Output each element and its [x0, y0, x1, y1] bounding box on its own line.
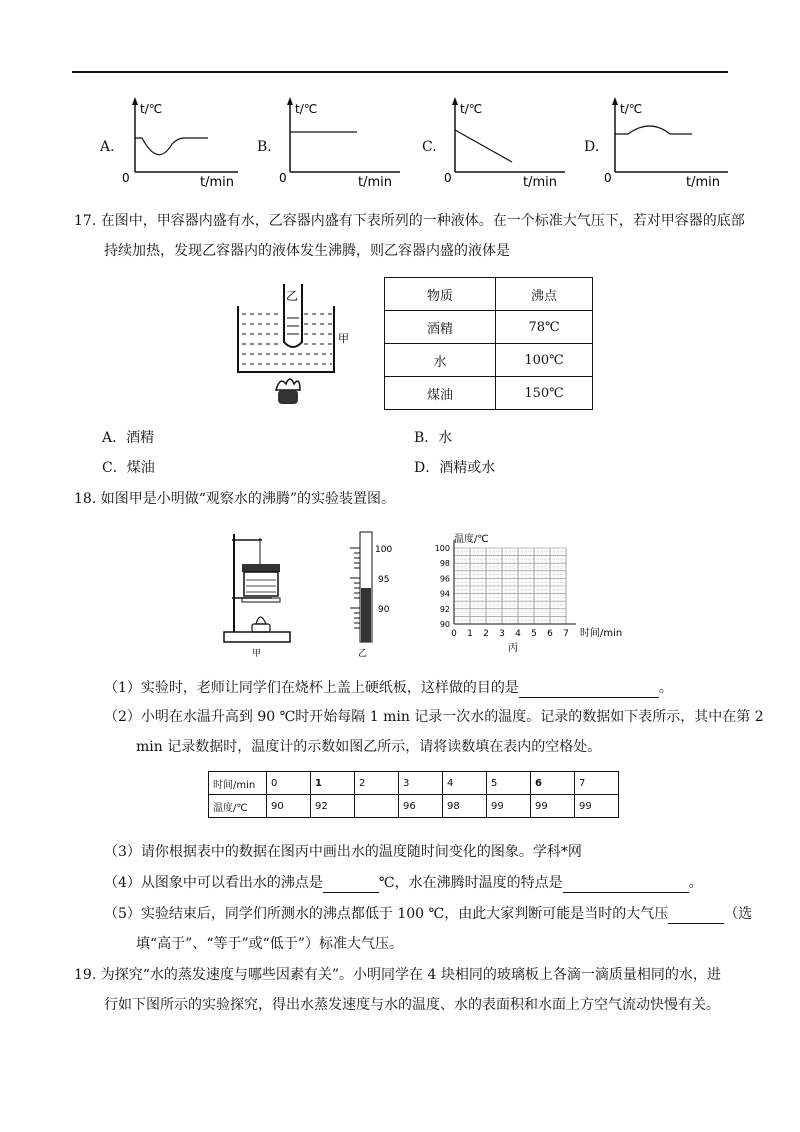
q18-sub2-line2: min 记录数据时，温度计的示数如图乙所示，请将读数填在表内的空格处。: [136, 739, 602, 755]
y-tick-label: 94: [439, 589, 450, 599]
origin-label: 0: [122, 171, 130, 185]
grid-figure: [430, 528, 644, 660]
tick-label: 90: [378, 605, 390, 615]
x-tick-label: 1: [467, 629, 473, 639]
table-cell: 150℃: [496, 377, 593, 410]
q19-line2: 行如下图所示的实验探究，得出水蒸发速度与水的温度、水的表面积和水面上方空气流动快慢有关。: [104, 997, 720, 1013]
table-cell: 99: [531, 795, 575, 818]
option-letter: C.: [422, 139, 437, 155]
y-tick-label: 92: [439, 604, 450, 614]
apparatus-figure: [222, 528, 294, 660]
origin-label: 0: [604, 171, 612, 185]
table-cell: 4: [443, 772, 487, 795]
choice-a: A．酒精: [102, 430, 155, 446]
table-cell: 7: [575, 772, 619, 795]
table-cell: 99: [487, 795, 531, 818]
answer-blank-feature[interactable]: [563, 872, 689, 893]
x-axis-label: t/min: [686, 175, 720, 190]
option-graph-b: [257, 96, 402, 192]
table-row: [209, 772, 619, 795]
q17-stem-line2: 持续加热，发现乙容器内的液体发生沸腾，则乙容器内盛的液体是: [104, 243, 510, 259]
q18-sub3: （3）请你根据表中的数据在图丙中画出水的温度随时间变化的图象。学科*网: [104, 844, 582, 860]
thermometer-figure: [344, 530, 404, 660]
option-graph-c: [422, 96, 567, 192]
y-axis-label: t/℃: [140, 102, 163, 116]
choice-c: C．煤油: [102, 460, 155, 476]
label-yi: 乙: [358, 649, 368, 659]
x-tick-label: 7: [563, 629, 569, 639]
table-cell: 物质: [385, 278, 496, 311]
table-cell: 78℃: [496, 311, 593, 344]
table-cell: 1: [311, 772, 355, 795]
label-bing: 丙: [508, 643, 518, 654]
x-tick-label: 0: [451, 629, 457, 639]
q18-sub5-line2: 填“高于”、“等于”或“低于”）标准大气压。: [136, 936, 403, 952]
x-tick-label: 2: [483, 629, 489, 639]
sub4-text2: ℃，水在沸腾时温度的特点是: [378, 875, 563, 891]
table-cell: 沸点: [496, 278, 593, 311]
y-axis-label: t/℃: [620, 102, 643, 116]
table-cell: 100℃: [496, 344, 593, 377]
table-cell: 0: [267, 772, 311, 795]
option-letter: D.: [584, 139, 600, 155]
label-jia: 甲: [338, 332, 349, 345]
x-tick-label: 6: [547, 629, 553, 639]
boiling-point-table: [384, 277, 593, 410]
q18-sub4: [104, 872, 703, 893]
table-cell: 5: [487, 772, 531, 795]
table-row: [385, 311, 593, 344]
x-axis-label: t/min: [358, 175, 392, 190]
table-cell: 98: [443, 795, 487, 818]
grid-xlabel: 时间/min: [580, 628, 623, 639]
y-tick-label: 90: [439, 620, 450, 629]
option-letter: B.: [257, 139, 272, 155]
temperature-data-table: [208, 771, 619, 818]
table-cell: 90: [267, 795, 311, 818]
answer-cell[interactable]: [355, 795, 399, 818]
table-cell: 2: [355, 772, 399, 795]
y-axis-label: t/℃: [460, 102, 483, 116]
table-row: [385, 377, 593, 410]
sub5-text2: （选: [724, 906, 753, 922]
top-rule: [72, 71, 728, 73]
answer-blank-pressure[interactable]: [668, 903, 724, 924]
beaker-figure: [234, 280, 364, 410]
x-tick-label: 4: [515, 629, 521, 639]
table-cell: 酒精: [385, 311, 496, 344]
origin-label: 0: [279, 171, 287, 185]
y-tick-label: 100: [434, 544, 450, 553]
table-row: [209, 795, 619, 818]
sub1-text: （1）实验时，老师让同学们在烧杯上盖上硬纸板，这样做的目的是: [104, 680, 519, 696]
origin-label: 0: [444, 171, 452, 185]
y-tick-label: 98: [439, 559, 450, 569]
apparatus-svg: [222, 528, 294, 660]
q18-stem: 18. 如图甲是小明做“观察水的沸腾”的实验装置图。: [74, 491, 396, 507]
sub5-text: （5）实验结束后，同学们所测水的沸点都低于 100 ℃，由此大家判断可能是当时的大气压: [104, 906, 669, 922]
option-graph-d: [584, 96, 730, 192]
label-jia: 甲: [252, 649, 262, 659]
q17-stem-line1: 17. 在图中，甲容器内盛有水，乙容器内盛有下表所列的一种液体。在一个标准大气压下，若对甲容器的底部: [74, 213, 745, 229]
table-header-row: [385, 278, 593, 311]
y-axis-label: t/℃: [295, 102, 318, 116]
table-cell: 92: [311, 795, 355, 818]
grid-ylabel: 温度/℃: [454, 534, 489, 545]
grid-svg: [430, 528, 644, 660]
table-row: [385, 344, 593, 377]
beaker-figure-svg: [234, 280, 364, 410]
table-cell: 时间/min: [209, 772, 267, 795]
label-yi: 乙: [286, 289, 299, 303]
table-cell: 水: [385, 344, 496, 377]
table-cell: 煤油: [385, 377, 496, 410]
answer-blank-1[interactable]: [519, 677, 659, 698]
table-cell: 3: [399, 772, 443, 795]
option-graph-a: [100, 96, 240, 192]
q18-sub2-line1: （2）小明在水温升高到 90 ℃时开始每隔 1 min 记录一次水的温度。记录的数据如下表所示，其中在第 2: [104, 709, 764, 725]
x-tick-label: 5: [531, 629, 537, 639]
sub4-text: （4）从图象中可以看出水的沸点是: [104, 875, 323, 891]
q18-sub5-line1: [104, 903, 752, 924]
table-cell: 96: [399, 795, 443, 818]
choice-b: B．水: [414, 430, 453, 446]
y-tick-label: 96: [439, 574, 450, 584]
answer-blank-boiling-point[interactable]: [323, 872, 379, 893]
tick-label: 95: [378, 575, 390, 585]
x-tick-label: 3: [499, 629, 505, 639]
option-letter: A.: [100, 139, 115, 155]
thermometer-svg: [344, 530, 404, 660]
x-axis-label: t/min: [523, 175, 557, 190]
tick-label: 100: [375, 545, 393, 555]
sub1-end: 。: [658, 680, 673, 696]
q19-line1: 19. 为探究“水的蒸发速度与哪些因素有关”。小明同学在 4 块相同的玻璃板上各滴一滴质量相同的水，进: [74, 967, 721, 983]
table-cell: 6: [531, 772, 575, 795]
table-cell: 99: [575, 795, 619, 818]
sub4-end: 。: [688, 875, 703, 891]
choice-d: D．酒精或水: [414, 460, 496, 476]
x-axis-label: t/min: [200, 175, 234, 190]
table-cell: 温度/℃: [209, 795, 267, 818]
q18-sub1: [104, 677, 673, 698]
